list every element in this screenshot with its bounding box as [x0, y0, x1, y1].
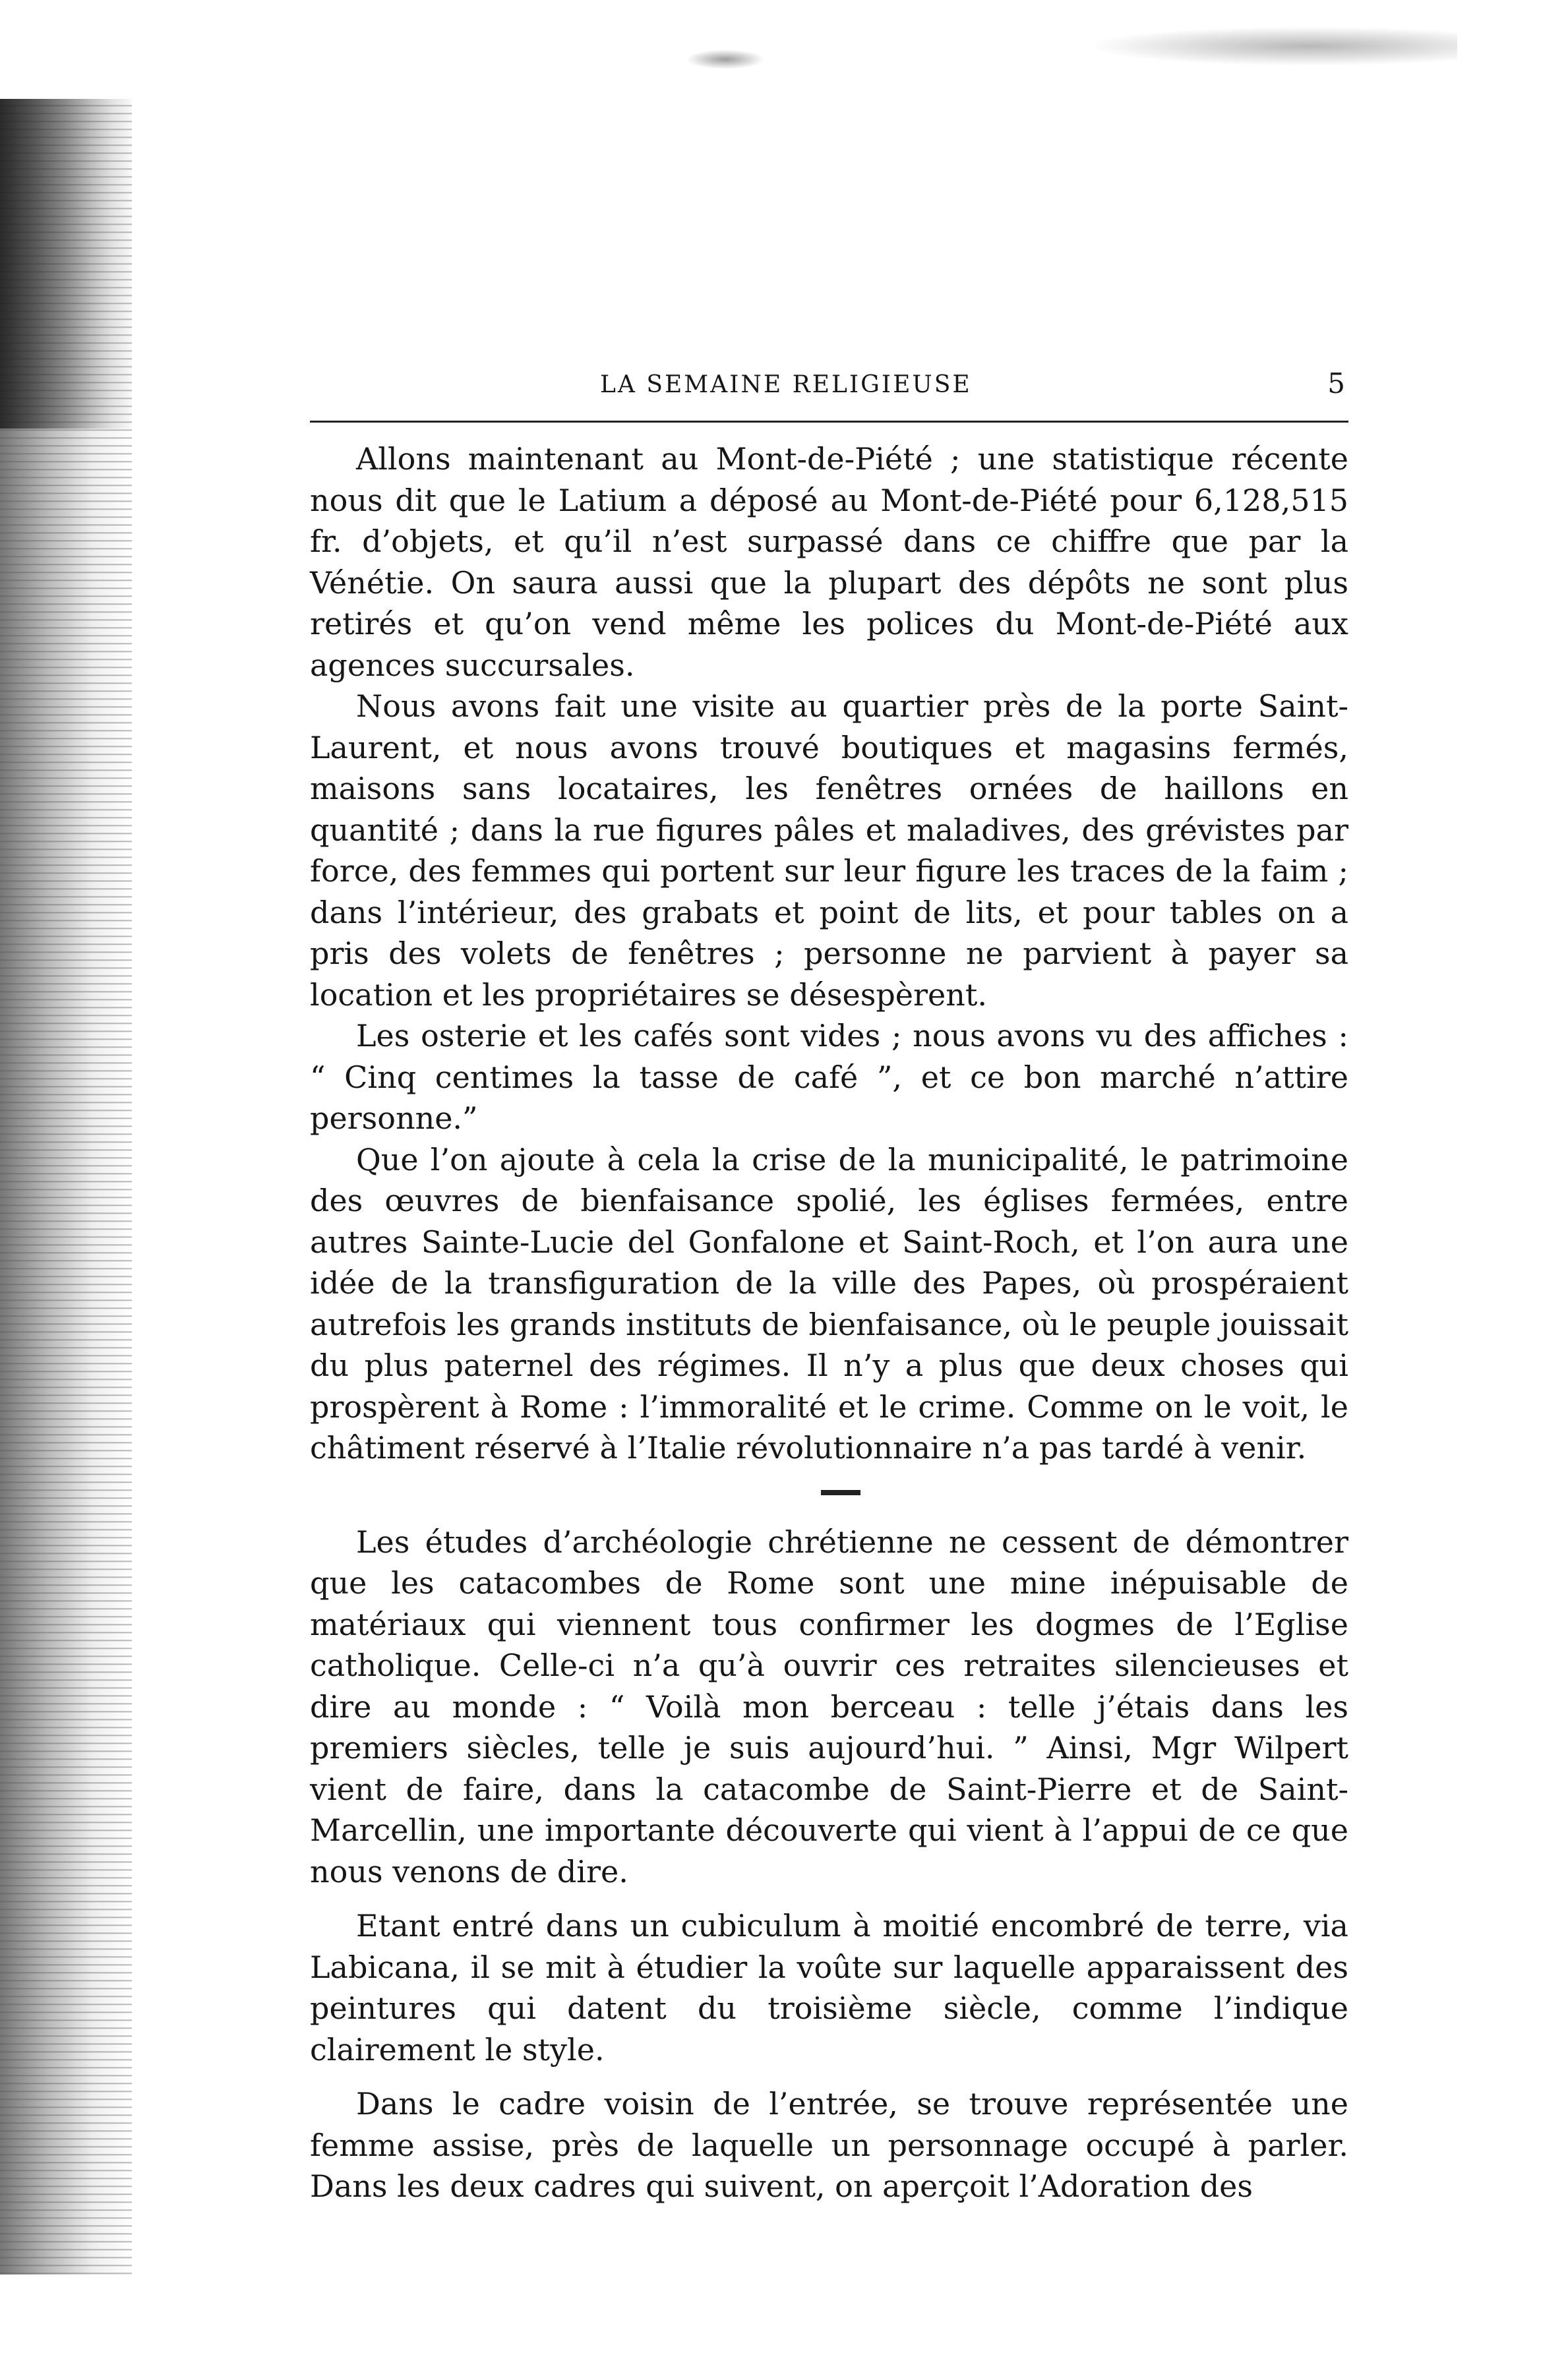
paragraph-mont-de-piete: Allons maintenant au Mont-de-Piété ; une statistique récente nous dit que le Latium a déposé au Mont-de-Piété pour 6,128,515 fr. d’objets, et qu’il n’est surpassé dans ce chiffre que par la Vénétie. On saura aussi que la plupart des dépôts ne sont plus retirés et qu’on vend même les polices du Mont-de-Piété aux agences succursales.	[310, 441, 1348, 683]
paragraph-osterie: Les osterie et les cafés sont vides ; nous avons vu des affiches : “ Cinq centimes la tasse de café ”, et ce bon marché n’attire personne.”	[310, 1018, 1348, 1136]
scan-noise	[1088, 26, 1457, 66]
paragraph-gap	[310, 1892, 1348, 1905]
page-body	[310, 438, 1348, 2207]
separator-dash	[821, 1490, 860, 1495]
paragraph-porte-saint-laurent: Nous avons fait une visite au quartier près de la porte Saint-Laurent, et nous avons trouvé boutiques et magasins fermés, maisons sans locataires, les fenêtres ornées de haillons en quantité ; dans la rue figures pâles et maladives, des grévistes par force, des femmes qui portent sur leur figure les traces de la faim ; dans l’intérieur, des grabats et point de lits, et pour tables on a pris des volets de fenêtres ; personne ne parvient à payer sa location et les propriétaires se désespèrent.	[310, 688, 1348, 1013]
paragraph-crise-municipalite: Que l’on ajoute à cela la crise de la municipalité, le patrimoine des œuvres de bienfaisance spolié, les églises fermées, entre autres Sainte-Lucie del Gonfalone et Saint-Roch, et l’on aura une idée de la transfiguration de la ville des Papes, où prospéraient autrefois les grands instituts de bienfaisance, où le peuple jouissait du plus paternel des régimes. Il n’y a plus que deux choses qui prospèrent à Rome : l’immoralité et le crime. Comme on le voit, le châtiment réservé à l’Italie révolutionnaire n’a pas tardé à venir.	[310, 1141, 1348, 1466]
section-separator	[310, 1469, 1348, 1522]
scan-noise-small	[686, 49, 765, 69]
page-header	[310, 359, 1345, 405]
paragraph-cubiculum: Etant entré dans un cubiculum à moitié encombré de terre, via Labicana, il se mit à étudier la voûte sur laquelle apparaissent des peintures qui datent du troisième siècle, comme l’indique clairement le style.	[310, 1908, 1348, 2068]
paragraph-gap	[310, 2070, 1348, 2083]
paragraph-cadre-voisin: Dans le cadre voisin de l’entrée, se trouve représentée une femme assise, près de laquelle un personnage occupé à parler. Dans les deux cadres qui suivent, on aperçoit l’Adoration des	[310, 2086, 1348, 2204]
binding-shadow-upper	[0, 99, 132, 429]
running-title: LA SEMAINE RELIGIEUSE	[600, 371, 972, 398]
paragraph-catacombes: Les études d’archéologie chrétienne ne cessent de démontrer que les catacombes de Rome sont une mine inépuisable de matériaux qui viennent tous confirmer les dogmes de l’Eglise catholique. Celle-ci n’a qu’à ouvrir ces retraites silencieuses et dire au monde : “ Voilà mon berceau : telle j’étais dans les premiers siècles, telle je suis aujourd’hui. ” Ainsi, Mgr Wilpert vient de faire, dans la catacombe de Saint-Pierre et de Saint-Marcellin, une importante découverte qui vient à l’appui de ce que nous venons de dire.	[310, 1524, 1348, 1889]
header-rule	[310, 421, 1348, 423]
page-number: 5	[1327, 367, 1345, 400]
